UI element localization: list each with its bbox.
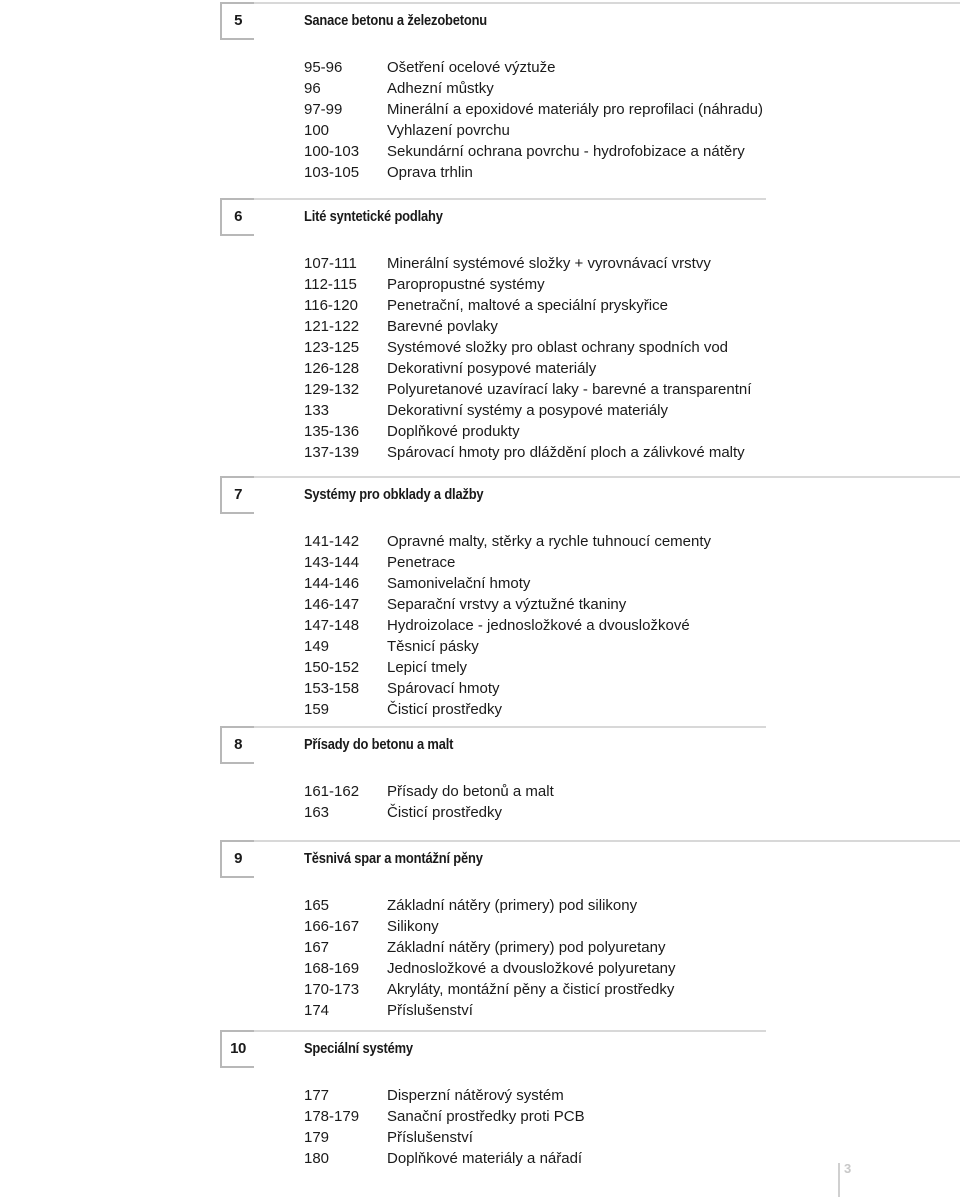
item-pages: 141-142 bbox=[304, 533, 360, 550]
item-desc: Přísady do betonů a malt bbox=[387, 783, 554, 800]
item-desc: Příslušenství bbox=[387, 1002, 473, 1019]
item-pages: 180 bbox=[304, 1150, 330, 1167]
item-pages: 100-103 bbox=[304, 143, 360, 160]
list-item bbox=[304, 379, 751, 400]
list-item bbox=[304, 337, 751, 358]
list-item bbox=[304, 358, 751, 379]
item-pages: 143-144 bbox=[304, 554, 360, 571]
item-desc: Dekorativní systémy a posypové materiály bbox=[387, 402, 668, 419]
item-pages: 129-132 bbox=[304, 381, 360, 398]
item-desc: Opravné malty, stěrky a rychle tuhnoucí cementy bbox=[387, 533, 712, 550]
item-pages: 107-111 bbox=[304, 255, 357, 272]
list-item bbox=[304, 442, 751, 463]
item-desc: Doplňkové materiály a nářadí bbox=[387, 1150, 583, 1167]
item-pages: 174 bbox=[304, 1002, 330, 1019]
section-number: 6 bbox=[234, 208, 242, 225]
item-desc: Disperzní nátěrový systém bbox=[387, 1087, 564, 1104]
section-rule bbox=[254, 2, 960, 4]
list-item bbox=[304, 99, 763, 120]
item-desc: Čisticí prostředky bbox=[387, 804, 503, 821]
item-pages: 135-136 bbox=[304, 423, 360, 440]
section-number-box bbox=[220, 726, 254, 764]
list-item bbox=[304, 958, 676, 979]
list-item bbox=[304, 895, 676, 916]
list-item bbox=[304, 1106, 585, 1127]
item-pages: 137-139 bbox=[304, 444, 360, 461]
item-pages: 97-99 bbox=[304, 101, 343, 118]
list-item bbox=[304, 120, 763, 141]
item-pages: 123-125 bbox=[304, 339, 360, 356]
section-rule bbox=[254, 198, 766, 200]
item-pages: 167 bbox=[304, 939, 330, 956]
list-item bbox=[304, 316, 751, 337]
item-desc: Příslušenství bbox=[387, 1129, 473, 1146]
section-title: Sanace betonu a železobetonu bbox=[304, 12, 487, 29]
item-desc: Sanační prostředky proti PCB bbox=[387, 1108, 585, 1125]
section-number-box bbox=[220, 840, 254, 878]
item-pages: 147-148 bbox=[304, 617, 360, 634]
item-pages: 153-158 bbox=[304, 680, 360, 697]
section-rule bbox=[254, 476, 960, 478]
section-items bbox=[304, 253, 751, 463]
section-title: Přísady do betonu a malt bbox=[304, 736, 454, 753]
list-item bbox=[304, 274, 751, 295]
item-desc: Separační vrstvy a výztužné tkaniny bbox=[387, 596, 627, 613]
item-pages: 95-96 bbox=[304, 59, 343, 76]
item-desc: Ošetření ocelové výztuže bbox=[387, 59, 556, 76]
item-pages: 96 bbox=[304, 80, 321, 97]
item-pages: 103-105 bbox=[304, 164, 360, 181]
list-item bbox=[304, 57, 763, 78]
section-title: Speciální systémy bbox=[304, 1040, 413, 1057]
item-desc: Samonivelační hmoty bbox=[387, 575, 531, 592]
section-title: Těsnivá spar a montážní pěny bbox=[304, 850, 483, 867]
section-items bbox=[304, 895, 676, 1021]
list-item bbox=[304, 141, 763, 162]
section-number-box bbox=[220, 2, 254, 40]
item-desc: Lepicí tmely bbox=[387, 659, 468, 676]
item-desc: Vyhlazení povrchu bbox=[387, 122, 510, 139]
item-pages: 163 bbox=[304, 804, 330, 821]
section-number-box bbox=[220, 198, 254, 236]
item-pages: 116-120 bbox=[304, 297, 358, 314]
list-item bbox=[304, 162, 763, 183]
item-desc: Spárovací hmoty bbox=[387, 680, 500, 697]
list-item bbox=[304, 1127, 585, 1148]
item-desc: Akryláty, montážní pěny a čisticí prostředky bbox=[387, 981, 675, 998]
item-desc: Minerální a epoxidové materiály pro reprofilaci (náhradu) bbox=[387, 101, 764, 118]
item-pages: 121-122 bbox=[304, 318, 360, 335]
item-pages: 166-167 bbox=[304, 918, 360, 935]
item-desc: Základní nátěry (primery) pod polyuretany bbox=[387, 939, 666, 956]
item-pages: 177 bbox=[304, 1087, 330, 1104]
section-number: 7 bbox=[234, 486, 242, 503]
item-desc: Čisticí prostředky bbox=[387, 701, 503, 718]
section-number: 8 bbox=[234, 736, 242, 753]
item-pages: 165 bbox=[304, 897, 330, 914]
item-pages: 100 bbox=[304, 122, 330, 139]
list-item bbox=[304, 615, 711, 636]
section-title: Systémy pro obklady a dlažby bbox=[304, 486, 484, 503]
item-desc: Sekundární ochrana povrchu - hydrofobizace a nátěry bbox=[387, 143, 745, 160]
section-number-box bbox=[220, 1030, 254, 1068]
list-item bbox=[304, 636, 711, 657]
section-number: 10 bbox=[230, 1040, 246, 1057]
item-pages: 161-162 bbox=[304, 783, 360, 800]
item-desc: Silikony bbox=[387, 918, 439, 935]
section-title: Lité syntetické podlahy bbox=[304, 208, 443, 225]
item-pages: 126-128 bbox=[304, 360, 360, 377]
item-desc: Těsnicí pásky bbox=[387, 638, 479, 655]
item-pages: 178-179 bbox=[304, 1108, 360, 1125]
list-item bbox=[304, 253, 751, 274]
section-rule bbox=[254, 726, 766, 728]
list-item bbox=[304, 916, 676, 937]
list-item bbox=[304, 573, 711, 594]
item-desc: Minerální systémové složky + vyrovnávací vrstvy bbox=[387, 255, 711, 272]
list-item bbox=[304, 552, 711, 573]
list-item bbox=[304, 1085, 585, 1106]
item-pages: 133 bbox=[304, 402, 330, 419]
section-number: 9 bbox=[234, 850, 242, 867]
list-item bbox=[304, 979, 676, 1000]
item-pages: 150-152 bbox=[304, 659, 360, 676]
item-desc: Jednosložkové a dvousložkové polyuretany bbox=[387, 960, 676, 977]
item-desc: Adhezní můstky bbox=[387, 80, 494, 97]
list-item bbox=[304, 400, 751, 421]
list-item bbox=[304, 802, 554, 823]
item-desc: Penetrace bbox=[387, 554, 456, 571]
item-pages: 168-169 bbox=[304, 960, 360, 977]
item-pages: 149 bbox=[304, 638, 330, 655]
item-pages: 159 bbox=[304, 701, 330, 718]
list-item bbox=[304, 678, 711, 699]
item-pages: 170-173 bbox=[304, 981, 360, 998]
item-desc: Paropropustné systémy bbox=[387, 276, 545, 293]
list-item bbox=[304, 699, 711, 720]
item-desc: Hydroizolace - jednosložkové a dvousložkové bbox=[387, 617, 690, 634]
item-desc: Spárovací hmoty pro dláždění ploch a zálivkové malty bbox=[387, 444, 745, 461]
list-item bbox=[304, 781, 554, 802]
item-desc: Polyuretanové uzavírací laky - barevné a transparentní bbox=[387, 381, 752, 398]
item-pages: 179 bbox=[304, 1129, 330, 1146]
section-number: 5 bbox=[234, 12, 242, 29]
item-pages: 112-115 bbox=[304, 276, 357, 293]
list-item bbox=[304, 78, 763, 99]
list-item bbox=[304, 1148, 585, 1169]
section-items bbox=[304, 1085, 585, 1169]
list-item bbox=[304, 937, 676, 958]
section-rule bbox=[254, 1030, 766, 1032]
page-marker-rule bbox=[838, 1163, 840, 1197]
item-desc: Penetrační, maltové a speciální pryskyřice bbox=[387, 297, 668, 314]
item-desc: Doplňkové produkty bbox=[387, 423, 520, 440]
item-desc: Dekorativní posypové materiály bbox=[387, 360, 597, 377]
item-desc: Základní nátěry (primery) pod silikony bbox=[387, 897, 638, 914]
section-items bbox=[304, 781, 554, 823]
list-item bbox=[304, 531, 711, 552]
list-item bbox=[304, 1000, 676, 1021]
item-desc: Systémové složky pro oblast ochrany spodních vod bbox=[387, 339, 729, 356]
section-items bbox=[304, 57, 763, 183]
list-item bbox=[304, 295, 751, 316]
section-items bbox=[304, 531, 711, 720]
section-number-box bbox=[220, 476, 254, 514]
item-desc: Oprava trhlin bbox=[387, 164, 473, 181]
item-pages: 146-147 bbox=[304, 596, 360, 613]
list-item bbox=[304, 594, 711, 615]
item-desc: Barevné povlaky bbox=[387, 318, 498, 335]
list-item bbox=[304, 657, 711, 678]
item-pages: 144-146 bbox=[304, 575, 360, 592]
section-rule bbox=[254, 840, 960, 842]
list-item bbox=[304, 421, 751, 442]
page-number: 3 bbox=[844, 1161, 852, 1176]
